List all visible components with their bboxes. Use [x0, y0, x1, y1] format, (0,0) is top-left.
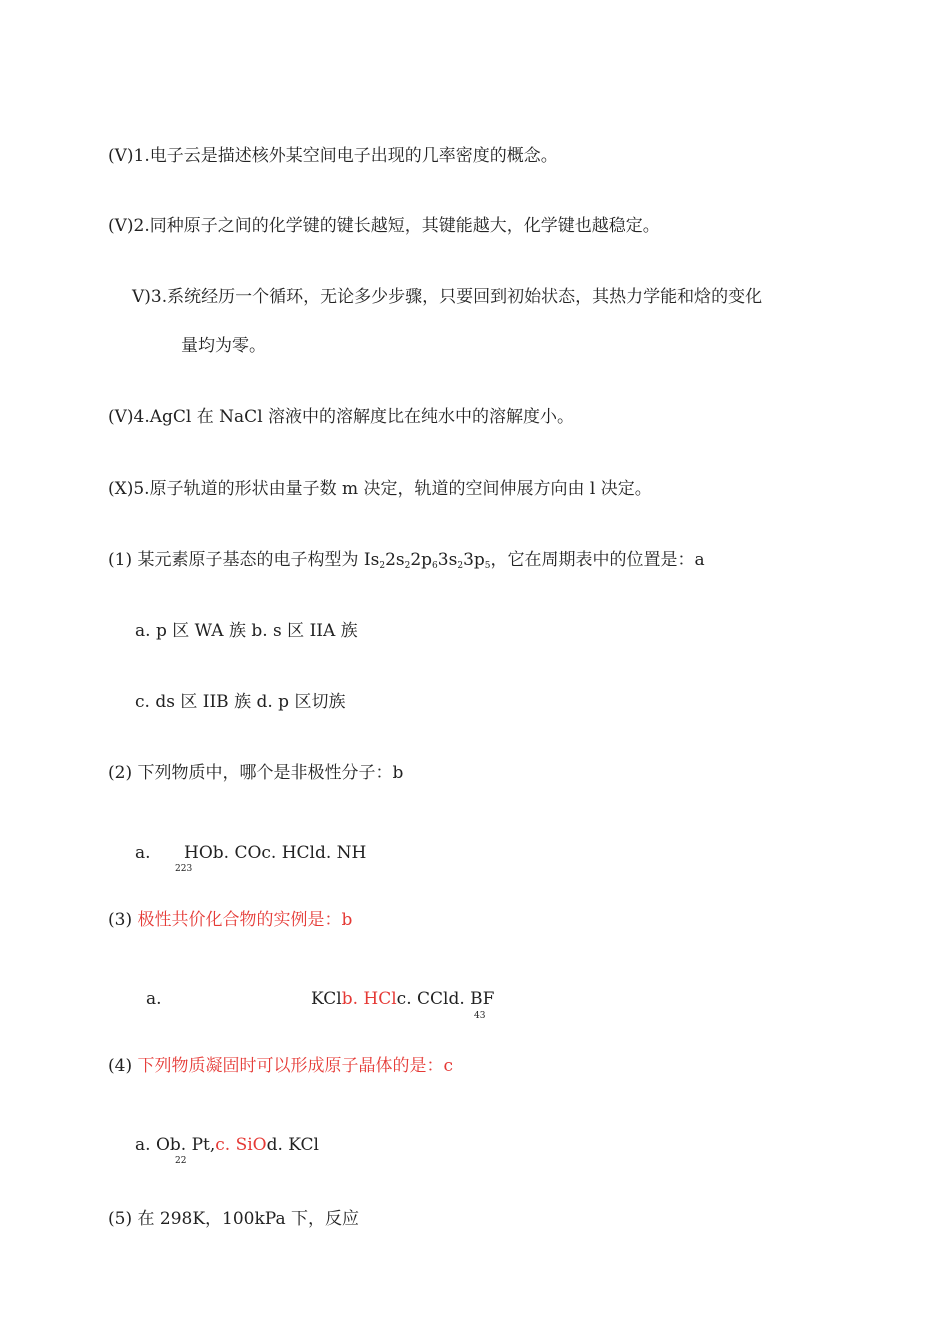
question-4-options [135, 1137, 319, 1154]
question-2-subscripts: 223 [175, 864, 193, 874]
option-a-formula: KCl [311, 989, 342, 1009]
question-3-number: (3) [108, 910, 138, 930]
option-ab: a. Ob. Pt, [135, 1135, 216, 1155]
question-3-option-label: a. [146, 989, 162, 1009]
judgement-text: 电子云是描述核外某空间电子出现的几率密度的概念。 [149, 146, 558, 166]
question-4-number: (4) [108, 1056, 138, 1076]
config-sub: 5 [484, 561, 491, 571]
question-3-options [311, 991, 494, 1008]
judgement-mark: (V)1. [108, 146, 150, 166]
judgement-mark: (V)2. [108, 216, 150, 236]
judgement-2 [108, 218, 660, 235]
judgement-mark: V)3. [132, 287, 168, 307]
question-3-stem [108, 912, 352, 929]
judgement-text: 原子轨道的形状由量子数 m 决定，轨道的空间伸展方向由 l 决定。 [149, 479, 652, 499]
question-1-prefix: (1) 某元素原子基态的电子构型为 Is [108, 550, 380, 570]
judgement-1 [108, 148, 558, 165]
config-sub: 6 [432, 561, 438, 571]
question-1-options-cd: c. ds 区 IIB 族 d. p 区切族 [135, 692, 346, 712]
config-sub: 2 [404, 561, 411, 571]
judgement-text: 同种原子之间的化学键的键长越短，其键能越大，化学键也越稳定。 [149, 216, 660, 236]
option-c-highlighted: c. SiO [215, 1135, 267, 1155]
config-sub: 2 [379, 561, 386, 571]
question-2-options: HOb. COc. HCld. NH [184, 843, 367, 863]
question-4-stem [108, 1058, 453, 1075]
judgement-mark: (X)5. [108, 479, 150, 499]
question-1-stem [108, 552, 705, 571]
judgement-3 [132, 289, 762, 306]
judgement-4 [108, 409, 574, 426]
question-4-subscripts: 22 [175, 1156, 187, 1166]
judgement-text: 系统经历一个循环，无论多少步骤，只要回到初始状态，其热力学能和焓的变化 [167, 287, 763, 307]
judgement-mark: (V)4. [108, 407, 150, 427]
question-3-subscripts: 43 [474, 1011, 486, 1021]
option-d: d. KCl [266, 1135, 319, 1155]
option-cd: c. CCld. BF [396, 989, 495, 1009]
question-2-option-label: a. [135, 843, 151, 863]
config-orbital: 2p [410, 550, 433, 570]
question-3-text: 极性共价化合物的实例是：b [137, 910, 353, 930]
question-2-stem: (2) 下列物质中，哪个是非极性分子：b [108, 763, 404, 783]
config-orbital: 3p [463, 550, 485, 570]
question-4-text: 下列物质凝固时可以形成原子晶体的是：c [137, 1056, 454, 1076]
config-sub: 2 [457, 561, 464, 571]
question-5-stem: (5) 在 298K，100kPa 下，反应 [108, 1209, 359, 1229]
judgement-5 [108, 481, 652, 498]
config-orbital: 3s [437, 550, 458, 570]
option-b-highlighted: b. HCl [341, 989, 397, 1009]
judgement-3-continuation: 量均为零。 [181, 336, 266, 356]
config-orbital: 2s [385, 550, 405, 570]
judgement-text: AgCl 在 NaCl 溶液中的溶解度比在纯水中的溶解度小。 [149, 407, 575, 427]
question-1-options-ab: a. p 区 WA 族 b. s 区 IIA 族 [135, 621, 358, 641]
question-1-suffix: ，它在周期表中的位置是：a [490, 550, 705, 570]
